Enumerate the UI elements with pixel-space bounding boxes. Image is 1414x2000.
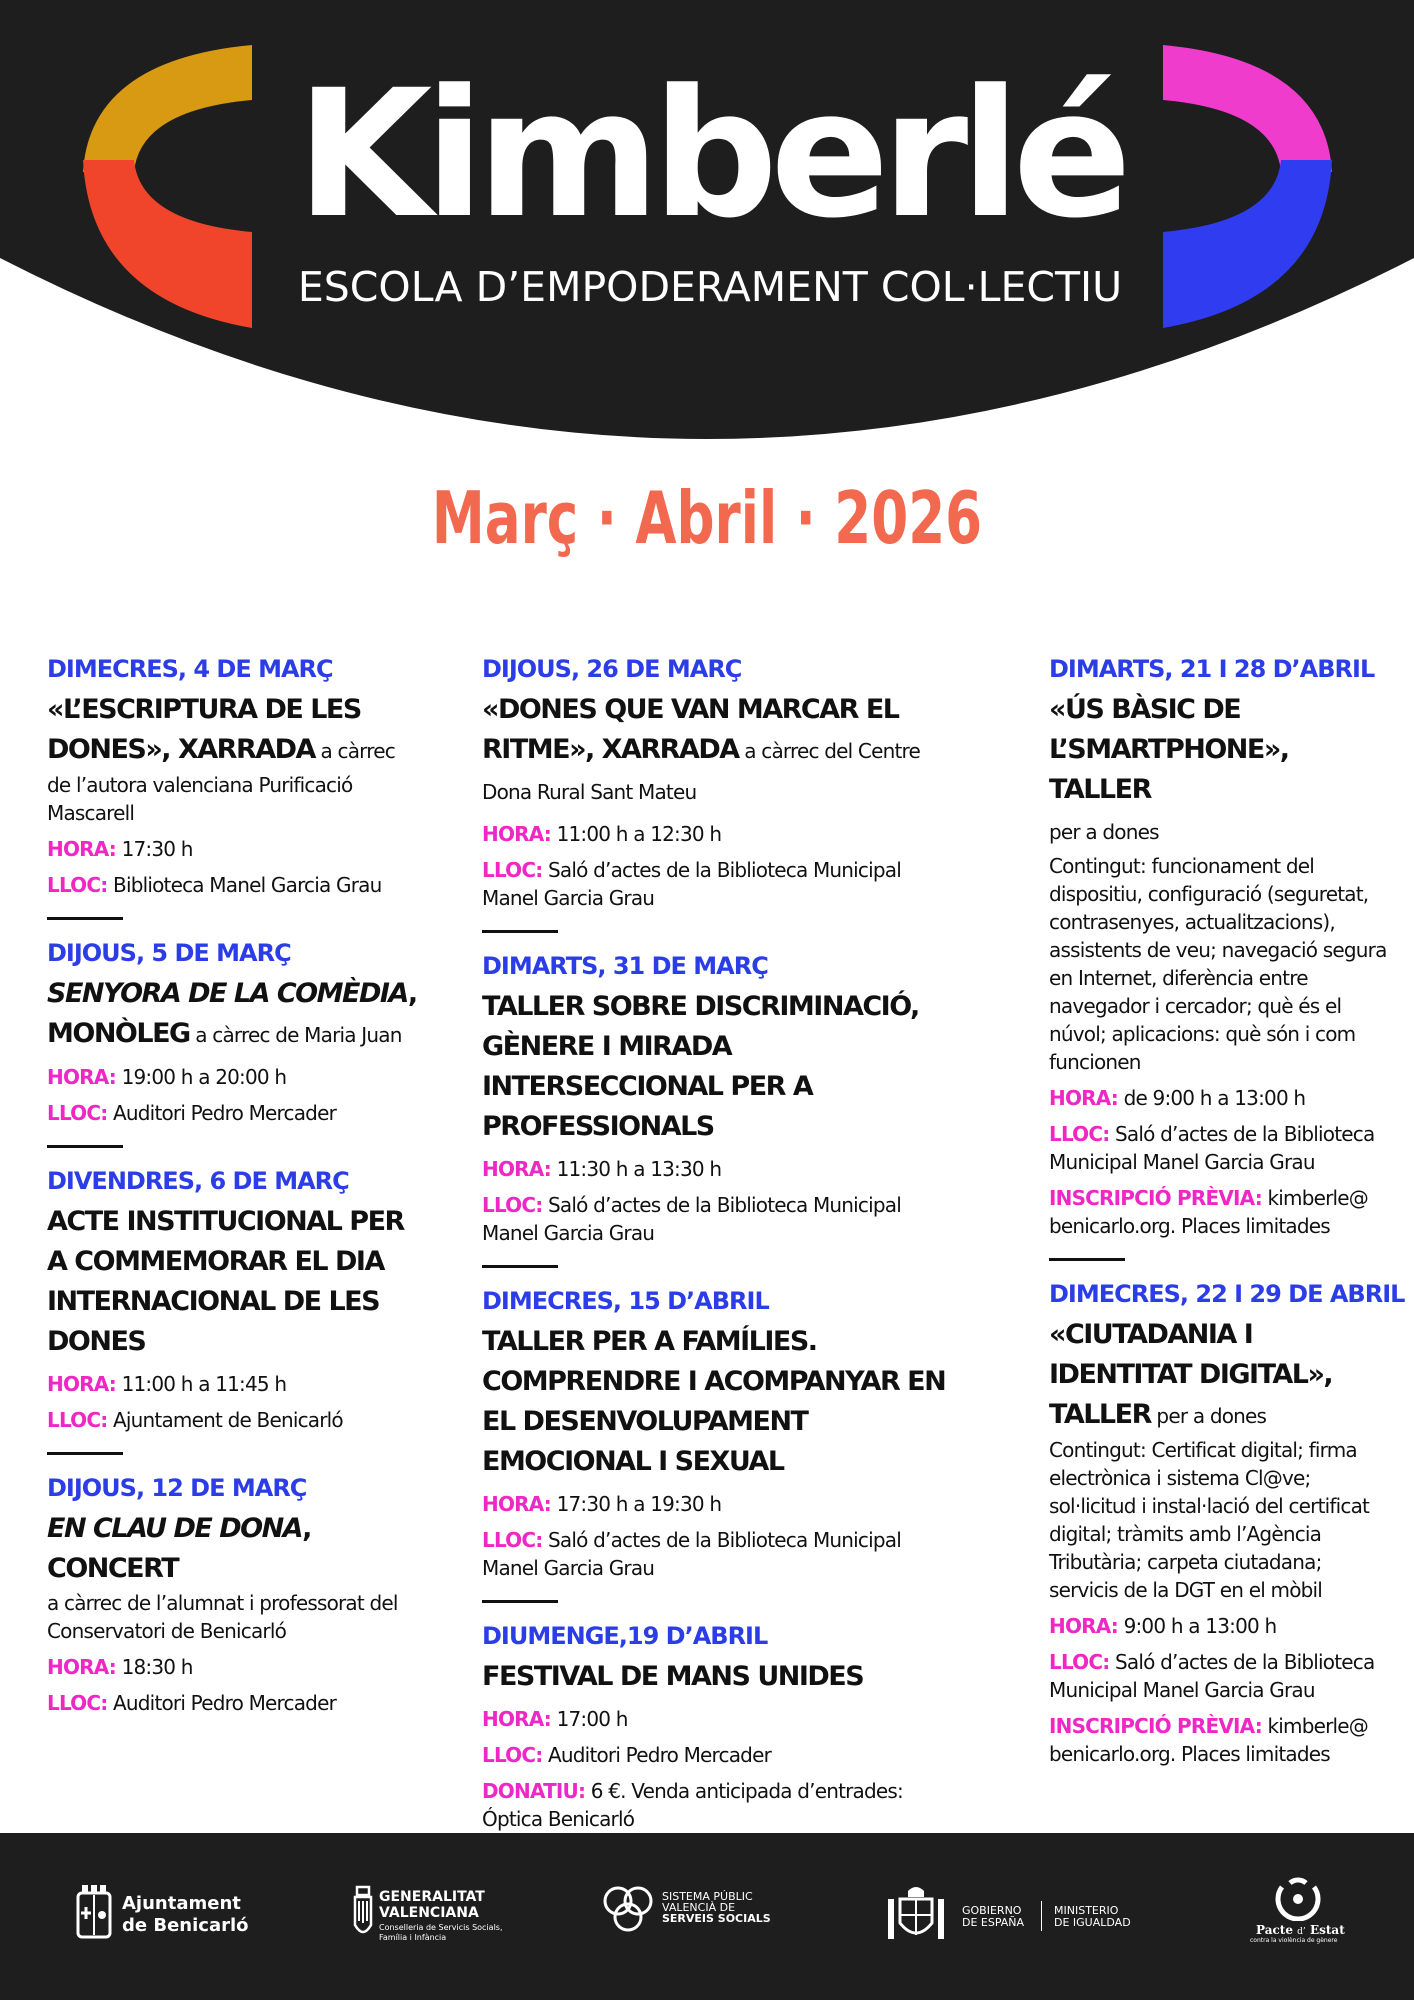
event-card	[482, 652, 962, 912]
event-place	[47, 1099, 427, 1127]
place-label: LLOC:	[482, 858, 543, 882]
event-card	[47, 652, 427, 899]
sistema-line3: SERVEIS SOCIALS	[662, 1912, 771, 1925]
logo-pacte-estat	[1246, 1875, 1366, 1949]
event-date: DIUMENGE,19 D’ABRIL	[482, 1622, 768, 1650]
time-value: 9:00 h a 13:00 h	[1123, 1614, 1277, 1638]
event-title	[47, 974, 427, 1055]
event-title	[482, 690, 962, 812]
event-card	[1049, 652, 1389, 1240]
event-place	[482, 1191, 962, 1247]
event-place	[47, 1406, 427, 1434]
event-time	[482, 1155, 962, 1183]
gobierno-line2: DE ESPAÑA	[962, 1916, 1025, 1929]
time-label: HORA:	[482, 1157, 551, 1181]
event-by: a càrrec del Centre Dona Rural Sant Mateu	[482, 739, 920, 804]
events-column-1	[47, 652, 427, 1717]
event-date: DIJOUS, 5 DE MARÇ	[47, 939, 291, 967]
event-time	[1049, 1084, 1389, 1112]
divider	[1049, 1258, 1125, 1261]
registration-label: INSCRIPCIÓ PRÈVIA:	[1049, 1186, 1262, 1210]
event-by: a càrrec	[314, 739, 395, 763]
time-value: 17:30 h	[121, 837, 193, 861]
event-title-text: , CONCERT	[47, 1513, 311, 1584]
event-card	[47, 1164, 427, 1434]
event-date: DIMECRES, 4 DE MARÇ	[47, 655, 333, 683]
place-label: LLOC:	[482, 1193, 543, 1217]
logo-generalitat-valenciana	[353, 1885, 503, 1955]
time-value: 11:00 h a 11:45 h	[121, 1372, 287, 1396]
sistema-line1: SISTEMA PÚBLIC	[662, 1890, 753, 1903]
event-description: de l’autora valenciana Purificació Mascarell	[47, 773, 353, 825]
event-date: DIMECRES, 22 I 29 DE ABRIL	[1049, 1280, 1405, 1308]
event-place	[47, 1689, 427, 1717]
event-time	[47, 1653, 427, 1681]
sistema-line2: VALENCIÀ DE	[662, 1901, 736, 1914]
pacte-line2: contra la violència de gènere	[1250, 1937, 1338, 1944]
logo-gobierno-espana	[886, 1885, 1136, 1949]
gobierno-line3: MINISTERIO	[1054, 1904, 1119, 1917]
divider	[47, 1452, 123, 1455]
event-title: FESTIVAL DE MANS UNIDES	[482, 1661, 864, 1692]
place-value: Auditori Pedro Mercader	[113, 1691, 336, 1715]
event-card	[1049, 1277, 1405, 1768]
event-place	[1049, 1120, 1389, 1176]
brand-subtitle: ESCOLA D’EMPODERAMENT COL·LECTIU	[297, 263, 1123, 311]
logo-separator	[1041, 1901, 1042, 1931]
time-label: HORA:	[47, 1655, 116, 1679]
event-time	[482, 1490, 962, 1518]
event-title-text: , MONÒLEG	[47, 978, 417, 1049]
gobierno-line1: GOBIERNO	[962, 1904, 1022, 1917]
generalitat-line3: Conselleria de Servicis Socials,	[379, 1923, 503, 1932]
event-title-italic: SENYORA DE LA COMÈDIA	[47, 978, 408, 1009]
event-time	[482, 1705, 962, 1733]
period-title: Març · Abril · 2026	[431, 476, 983, 560]
event-title: TALLER SOBRE DISCRIMINACIÓ, GÈNERE I MIRADA INTERSECCIONAL PER A PROFESSIONALS	[482, 991, 919, 1142]
place-value: Biblioteca Manel Garcia Grau	[113, 873, 382, 897]
place-value: Auditori Pedro Mercader	[113, 1101, 336, 1125]
ajuntament-line1: Ajuntament	[122, 1893, 241, 1914]
place-value: Saló d’actes de la Biblioteca Municipal Manel Garcia Grau	[482, 1193, 901, 1245]
event-time	[47, 1370, 427, 1398]
time-label: HORA:	[482, 1707, 551, 1731]
gobierno-line4: DE IGUALDAD	[1054, 1916, 1131, 1929]
events-column-3	[1049, 652, 1405, 1768]
place-value: Saló d’actes de la Biblioteca Municipal Manel Garcia Grau	[1049, 1122, 1375, 1174]
pacte-word2: d’	[1297, 1927, 1306, 1937]
registration-value: kimberle@ benicarlo.org. Places limitades	[1049, 1186, 1369, 1238]
generalitat-line1: GENERALITAT	[379, 1889, 485, 1905]
place-value: Ajuntament de Benicarló	[113, 1408, 343, 1432]
event-title	[47, 1509, 427, 1589]
event-registration	[1049, 1184, 1389, 1240]
time-label: HORA:	[482, 1492, 551, 1516]
event-content: Contingut: Certificat digital; firma electrònica i sistema Cl@ve; sol·licitud i instal·lació del certificat digital; tràmits amb l’Agència Tributària; carpeta ciutadana; servicis de la DGT en el mòbil	[1049, 1438, 1370, 1602]
event-date: DIMECRES, 15 D’ABRIL	[482, 1287, 769, 1315]
event-card	[482, 949, 962, 1247]
event-date: DIMARTS, 31 DE MARÇ	[482, 952, 768, 980]
event-title: ACTE INSTITUCIONAL PER A COMMEMORAR EL DIA INTERNACIONAL DE LES DONES	[47, 1206, 404, 1357]
event-by: per a dones	[1150, 1404, 1267, 1428]
event-date: DIJOUS, 26 DE MARÇ	[482, 655, 742, 683]
event-title-text: «L’ESCRIPTURA DE LES DONES», XARRADA	[47, 694, 361, 765]
coat-of-arms-icon	[74, 1885, 114, 1943]
event-title-text: «DONES QUE VAN MARCAR EL RITME», XARRADA	[482, 694, 899, 765]
time-label: HORA:	[1049, 1086, 1118, 1110]
event-title	[47, 690, 427, 771]
event-title-italic: EN CLAU DE DONA	[47, 1513, 303, 1544]
generalitat-line4: Família i Infància	[379, 1933, 447, 1942]
place-value: Auditori Pedro Mercader	[548, 1743, 771, 1767]
event-place	[482, 856, 962, 912]
logo-ajuntament-benicarlo	[74, 1885, 249, 1945]
events-column-2	[482, 652, 962, 1833]
pacte-ring-icon	[1268, 1875, 1328, 1921]
time-label: HORA:	[1049, 1614, 1118, 1638]
event-time	[1049, 1612, 1389, 1640]
event-by: a càrrec de Maria Juan	[189, 1023, 402, 1047]
poster-header	[0, 0, 1414, 460]
place-value: Saló d’actes de la Biblioteca Municipal Manel Garcia Grau	[1049, 1650, 1375, 1702]
place-label: LLOC:	[1049, 1650, 1110, 1674]
event-description: a càrrec de l’alumnat i professorat del Conservatori de Benicarló	[47, 1591, 398, 1643]
event-time	[482, 820, 962, 848]
place-value: Saló d’actes de la Biblioteca Municipal Manel Garcia Grau	[482, 1528, 901, 1580]
time-value: 11:30 h a 13:30 h	[556, 1157, 722, 1181]
event-card	[47, 936, 427, 1127]
generalitat-line2: VALENCIANA	[379, 1905, 479, 1921]
generalitat-emblem-icon	[353, 1885, 373, 1943]
place-value: Saló d’actes de la Biblioteca Municipal Manel Garcia Grau	[482, 858, 901, 910]
event-place	[482, 1526, 962, 1582]
time-value: de 9:00 h a 13:00 h	[1123, 1086, 1306, 1110]
time-label: HORA:	[47, 1065, 116, 1089]
event-time	[47, 835, 427, 863]
divider	[47, 917, 123, 920]
event-place	[47, 871, 427, 899]
event-title: «ÚS BÀSIC DE L’SMARTPHONE», TALLER	[1049, 694, 1289, 805]
place-label: LLOC:	[482, 1743, 543, 1767]
event-title	[1049, 1315, 1389, 1436]
logo-serveis-socials	[602, 1885, 772, 1941]
time-label: HORA:	[47, 1372, 116, 1396]
divider	[47, 1145, 123, 1148]
event-donation	[482, 1777, 962, 1833]
ajuntament-line2: de Benicarló	[122, 1915, 249, 1936]
donation-value: 6 €. Venda anticipada d’entrades: Óptica Benicarló	[482, 1779, 903, 1831]
divider	[482, 1600, 558, 1603]
brand-logo-text: Kimberlé	[296, 52, 1124, 257]
sponsors-footer	[0, 1833, 1414, 2000]
event-audience: per a dones	[1049, 820, 1159, 844]
event-date: DIVENDRES, 6 DE MARÇ	[47, 1167, 349, 1195]
three-circles-icon	[602, 1885, 654, 1933]
place-label: LLOC:	[47, 1691, 108, 1715]
spain-coat-of-arms-icon	[886, 1885, 946, 1949]
event-title: TALLER PER A FAMÍLIES. COMPRENDRE I ACOMPANYAR EN EL DESENVOLUPAMENT EMOCIONAL I SEXUAL	[482, 1326, 946, 1477]
time-value: 11:00 h a 12:30 h	[556, 822, 722, 846]
place-label: LLOC:	[482, 1528, 543, 1552]
event-card	[482, 1619, 962, 1833]
place-label: LLOC:	[47, 1101, 108, 1125]
event-card	[482, 1284, 962, 1582]
event-place	[482, 1741, 962, 1769]
event-date: DIMARTS, 21 I 28 D’ABRIL	[1049, 655, 1375, 683]
divider	[482, 1265, 558, 1268]
event-place	[1049, 1648, 1389, 1704]
pacte-word1: Pacte	[1256, 1923, 1293, 1937]
place-label: LLOC:	[1049, 1122, 1110, 1146]
pacte-word3: Estat	[1309, 1923, 1345, 1937]
time-value: 19:00 h a 20:00 h	[121, 1065, 287, 1089]
event-time	[47, 1063, 427, 1091]
time-value: 18:30 h	[121, 1655, 193, 1679]
registration-label: INSCRIPCIÓ PRÈVIA:	[1049, 1714, 1262, 1738]
time-value: 17:00 h	[556, 1707, 628, 1731]
event-content: Contingut: funcionament del dispositiu, configuració (seguretat, contrasenyes, actualitzacions), assistents de veu; navegació segura en Internet, diferència entre navegador i cercador; què és el núvol; aplicacions: què són i com funcionen	[1049, 854, 1387, 1074]
time-label: HORA:	[47, 837, 116, 861]
registration-value: kimberle@ benicarlo.org. Places limitades	[1049, 1714, 1369, 1766]
event-title-text: «CIUTADANIA I IDENTITAT DIGITAL», TALLER	[1049, 1319, 1333, 1430]
event-card	[47, 1471, 427, 1717]
event-registration	[1049, 1712, 1389, 1768]
place-label: LLOC:	[47, 1408, 108, 1432]
event-date: DIJOUS, 12 DE MARÇ	[47, 1474, 307, 1502]
divider	[482, 930, 558, 933]
time-label: HORA:	[482, 822, 551, 846]
place-label: LLOC:	[47, 873, 108, 897]
donation-label: DONATIU:	[482, 1779, 586, 1803]
time-value: 17:30 h a 19:30 h	[556, 1492, 722, 1516]
